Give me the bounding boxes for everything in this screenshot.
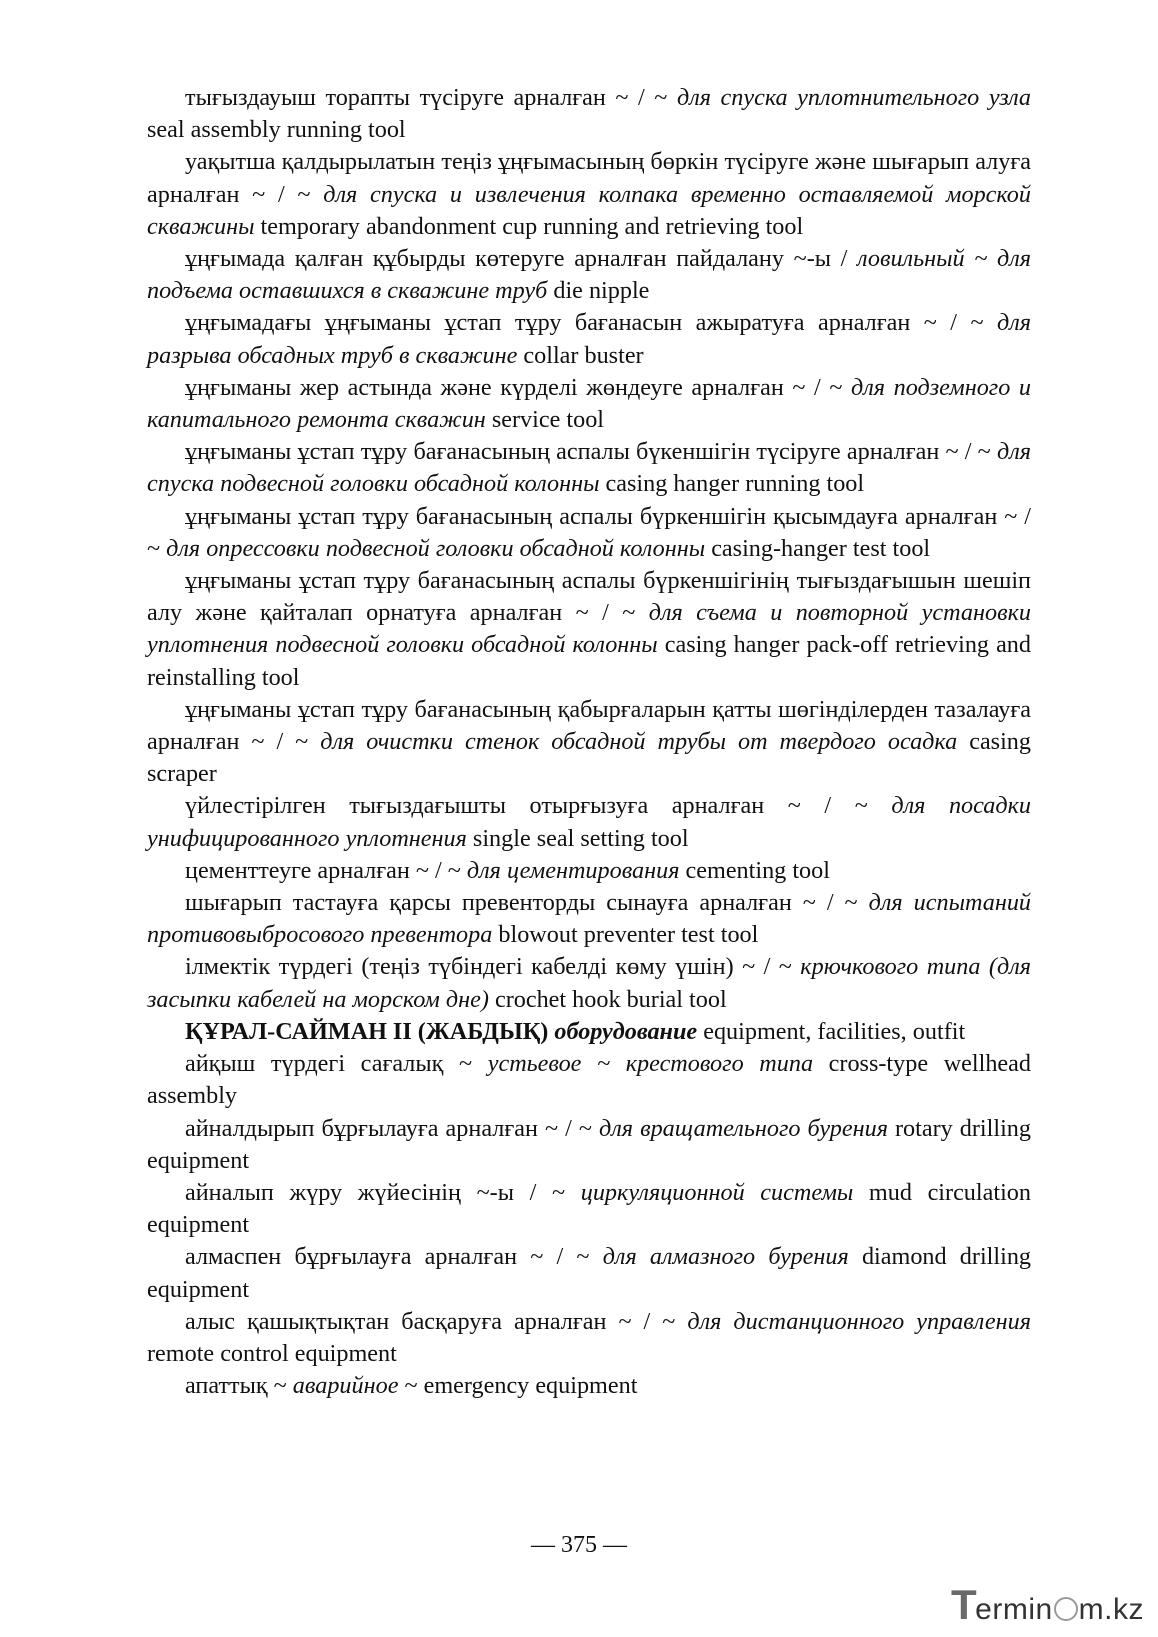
watermark-ring-icon [1054, 1597, 1078, 1621]
entry: үйлестірілген тығыздағышты отырғызуға арналған ~ / ~ для посадки унифицированного уплотнения single seal setting tool [147, 792, 1031, 852]
entry: айқыш түрдегі сағалық ~ устьевое ~ крестового типа cross-type wellhead assembly [147, 1050, 1031, 1110]
entry: ұңғыманы ұстап тұру бағанасының қабырғаларын қатты шөгінділерден тазалауға арналған ~ / ~ для очистки стенок обсадной трубы от твердого осадка casing scraper [147, 695, 1031, 788]
entry: ұңғыманы ұстап тұру бағанасының аспалы бүркеншігінің тығыздағышын шешіп алу және қайталап орнатуға арналған ~ / ~ для съема и повторной установки уплотнения подвесной головки обсадной колонны casing hanger pack-off retrieving and reinstalling tool [147, 567, 1031, 691]
termincom-watermark [951, 1581, 1144, 1629]
entry: уақытша қалдырылатын теңіз ұңғымасының бөркін түсіруге және шығарып алуға арналған ~ / ~ для спуска и извлечения колпака временно оставляемой морской скважины temporary abandonment cup running and retrieving tool [147, 148, 1031, 240]
watermark-first-letter: T [951, 1581, 978, 1628]
entry: алмаспен бұрғылауға арналған ~ / ~ для алмазного бурения diamond drilling equipment [147, 1243, 1032, 1303]
headword-kk: ҚҰРАЛ-САЙМАН ІІ (ЖАБДЫҚ) [185, 1017, 549, 1045]
headword-en: equipment, facilities, outfit [703, 1017, 966, 1045]
dictionary-text [147, 82, 1031, 1402]
entry: алыс қашықтықтан басқаруға арналған ~ / ~ для дистанционного управления remote control equipment [147, 1307, 1031, 1367]
entry: апаттық ~ аварийное ~ emergency equipment [185, 1372, 638, 1400]
entry: ұңғыманы ұстап тұру бағанасының аспалы бүркеншігін қысымдауға арналған ~ / ~ для опрессовки подвесной головки обсадной колонны casing-hanger test tool [147, 502, 1031, 562]
entry: ұңғымада қалған құбырды көтеруге арналған пайдалану ~-ы / ловильный ~ для подъема оставшихся в скважине труб die nipple [147, 245, 1031, 305]
headword-entry [147, 1016, 1031, 1048]
entry: тығыздауыш торапты түсіруге арналған ~ / ~ для спуска уплотнительного узла seal assembly running tool [147, 84, 1032, 144]
watermark-text-part2: m.kz [1078, 1593, 1144, 1626]
entry: ұңғыманы ұстап тұру бағанасының аспалы бүкеншігін түсіруге арналған ~ / ~ для спуска подвесной головки обсадной колонны casing hanger running tool [147, 438, 1031, 498]
headword-ru: оборудование [554, 1017, 698, 1045]
entry: шығарып тастауға қарсы превенторды сынауға арналған ~ / ~ для испытаний противовыбросового превентора blowout preventer test tool [147, 889, 1032, 949]
entry: айналып жүру жүйесінің ~-ы / ~ циркуляционной системы mud circulation equipment [147, 1178, 1031, 1239]
entry: ілмектік түрдегі (теңіз түбіндегі кабелді көму үшін) ~ / ~ крючкового типа (для засыпки кабелей на морском дне) crochet hook burial tool [147, 953, 1031, 1013]
entry: айналдырып бұрғылауға арналған ~ / ~ для вращательного бурения rotary drilling equipment [147, 1114, 1031, 1174]
entry: ұңғыманы жер астында және күрделі жөндеуге арналған ~ / ~ для подземного и капитального ремонта скважин service tool [147, 373, 1031, 434]
entry: цементтеуге арналған ~ / ~ для цементирования cementing tool [185, 856, 830, 884]
watermark-text-part1: ermin [975, 1593, 1053, 1626]
page-number: — 375 — [531, 1532, 627, 1558]
entry: ұңғымадағы ұңғыманы ұстап тұру бағанасын ажыратуға арналған ~ / ~ для разрыва обсадных труб в скважине collar buster [147, 309, 1031, 369]
